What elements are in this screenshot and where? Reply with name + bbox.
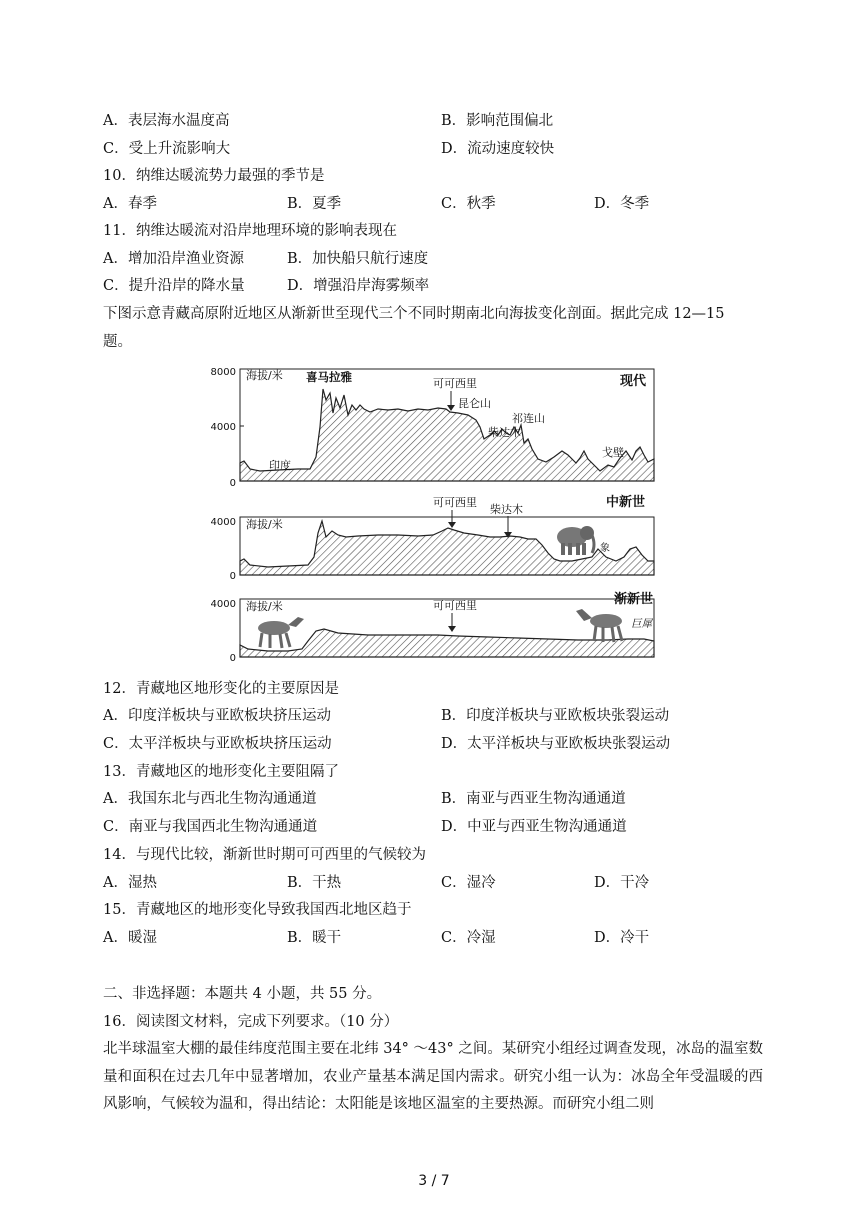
- oligocene-tick-0: 0: [229, 653, 236, 664]
- modern-tick-0: 0: [229, 478, 236, 489]
- q10-stem: 10．纳维达暖流势力最强的季节是: [103, 168, 325, 184]
- period-modern: 现代: [620, 374, 647, 389]
- period-oligocene: 渐新世: [614, 592, 654, 607]
- q12-stem: 12．青藏地区地形变化的主要原因是: [103, 681, 339, 697]
- label-kunlun: 昆仑山: [458, 397, 491, 410]
- q10-option-d: D．冬季: [594, 196, 650, 212]
- q15-option-b: B．暖干: [287, 930, 342, 946]
- label-elephant: 象: [600, 543, 610, 554]
- q15-option-c: C．冷湿: [441, 930, 496, 946]
- period-miocene: 中新世: [606, 495, 646, 510]
- miocene-tick-4000: 4000: [210, 517, 236, 528]
- panel-oligocene: [211, 591, 654, 664]
- q16-stem: 16．阅读图文材料，完成下列要求。（10 分）: [103, 1014, 399, 1030]
- panel-modern: [211, 367, 654, 489]
- rhino-right-icon: [576, 609, 622, 642]
- q11-stem: 11．纳维达暖流对沿岸地理环境的影响表现在: [103, 223, 397, 239]
- label-qaidam-modern: 柴达木: [488, 426, 521, 439]
- q14-option-d: D．干冷: [594, 875, 650, 891]
- modern-axis-title: 海拔/米: [246, 369, 283, 382]
- oligocene-tick-4000: 4000: [210, 599, 236, 610]
- q15-option-a: A．暖湿: [103, 930, 157, 946]
- q13-stem: 13．青藏地区的地形变化主要阻隔了: [103, 764, 339, 780]
- miocene-tick-0: 0: [229, 571, 236, 582]
- q11-option-b: B．加快船只航行速度: [287, 251, 429, 267]
- elephant-icon: [557, 526, 594, 555]
- q15-option-d: D．冷干: [594, 930, 650, 946]
- q13-option-c: C．南亚与我国西北生物沟通通道: [103, 819, 318, 835]
- q12-option-d: D．太平洋板块与亚欧板块张裂运动: [441, 736, 671, 752]
- q9-option-c: C．受上升流影响大: [103, 141, 231, 157]
- q12-option-b: B．印度洋板块与亚欧板块张裂运动: [441, 708, 670, 724]
- q14-option-c: C．湿冷: [441, 875, 496, 891]
- label-himalaya: 喜马拉雅: [306, 370, 352, 384]
- q14-option-a: A．湿热: [103, 875, 157, 891]
- q10-option-a: A．春季: [103, 196, 157, 212]
- q11-option-d: D．增强沿岸海雾频率: [287, 278, 430, 294]
- label-kekexili-miocene: 可可西里: [433, 496, 477, 509]
- page-number: 3 / 7: [418, 1173, 450, 1189]
- miocene-axis-title: 海拔/米: [246, 518, 283, 531]
- elevation-profile-figure: [210, 365, 660, 665]
- label-india: 印度: [269, 459, 291, 472]
- q10-option-b: B．夏季: [287, 196, 342, 212]
- q14-option-b: B．干热: [287, 875, 342, 891]
- q11-option-a: A．增加沿岸渔业资源: [103, 251, 244, 267]
- label-gobi: 戈壁: [602, 446, 624, 459]
- q15-stem: 15．青藏地区的地形变化导致我国西北地区趋于: [103, 902, 412, 918]
- q12-option-c: C．太平洋板块与亚欧板块挤压运动: [103, 736, 332, 752]
- label-kekexili-oligocene: 可可西里: [433, 599, 477, 612]
- panel-miocene: [211, 494, 654, 582]
- label-qilian: 祁连山: [512, 412, 545, 425]
- modern-tick-4000: 4000: [210, 422, 236, 433]
- q9-option-d: D．流动速度较快: [441, 141, 555, 157]
- q13-option-b: B．南亚与西亚生物沟通通道: [441, 791, 626, 807]
- q12-option-a: A．印度洋板块与亚欧板块挤压运动: [103, 708, 331, 724]
- modern-tick-8000: 8000: [210, 367, 236, 378]
- rhino-left-icon: [258, 617, 304, 648]
- q13-option-d: D．中亚与西亚生物沟通通道: [441, 819, 627, 835]
- q14-stem: 14．与现代比较，渐新世时期可可西里的气候较为: [103, 847, 426, 863]
- oligocene-axis-title: 海拔/米: [246, 600, 283, 613]
- label-qaidam-miocene: 柴达木: [490, 503, 523, 516]
- intro-line-2: 题。: [103, 334, 132, 350]
- q9-option-b: B．影响范围偏北: [441, 113, 554, 129]
- label-rhino: 巨犀: [631, 618, 652, 630]
- q10-option-c: C．秋季: [441, 196, 496, 212]
- label-kekexili-modern: 可可西里: [433, 377, 477, 390]
- q9-option-a: A．表层海水温度高: [103, 113, 230, 129]
- intro-line-1: 下图示意青藏高原附近地区从渐新世至现代三个不同时期南北向海拔变化剖面。据此完成 12—15: [103, 306, 725, 322]
- q16-material: 北半球温室大棚的最佳纬度范围主要在北纬 34° ～43° 之间。某研究小组经过调查发现，冰岛的温室数量和面积在过去几年中显著增加，农业产量基本满足国内需求。研究小组一认为：冰岛全年受温暖的西风影响，气候较为温和，得出结论：太阳能是该地区温室的主要热源。而研究小组二则: [103, 1041, 763, 1112]
- q11-option-c: C．提升沿岸的降水量: [103, 278, 245, 294]
- section2-heading: 二、非选择题：本题共 4 小题，共 55 分。: [103, 986, 382, 1002]
- q13-option-a: A．我国东北与西北生物沟通通道: [103, 791, 317, 807]
